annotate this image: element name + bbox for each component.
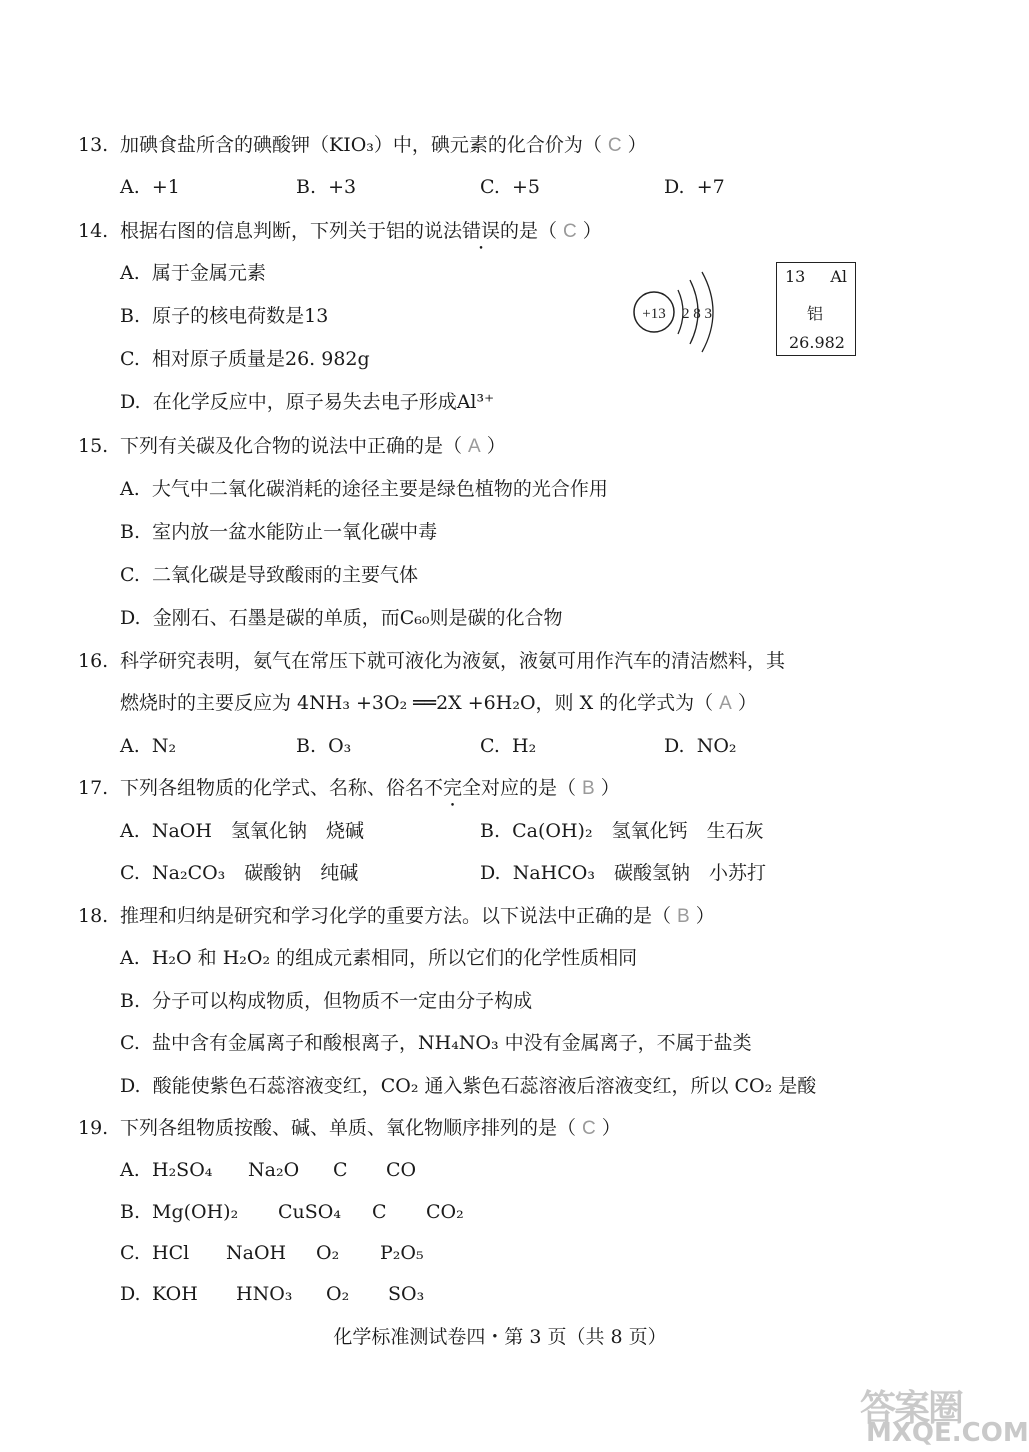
q17-option-a: A. NaOH 氢氧化钠 烧碱 <box>120 820 364 842</box>
q14-answer: C <box>563 221 577 242</box>
q19-stem: 下列各组物质按酸、碱、单质、氧化物顺序排列的是（ C ） <box>120 1117 621 1139</box>
q19-option-d-base: HNO₃ <box>236 1283 293 1305</box>
q19-option-b: B. <box>120 1201 141 1223</box>
q14-stem: 根据右图的信息判断，下列关于铝的说法错误的是（ C ） <box>120 220 602 242</box>
q14-option-d: D. 在化学反应中，原子易失去电子形成Al³⁺ <box>120 391 495 413</box>
q19-number: 19. <box>78 1117 109 1139</box>
element-name: 铝 <box>807 304 824 323</box>
q15-stem: 下列有关碳及化合物的说法中正确的是（ A ） <box>120 435 506 457</box>
q19-option-d-acid: KOH <box>152 1283 198 1305</box>
q17-emphasis: 不完全 <box>424 777 482 799</box>
q19-option-d-oxide: SO₃ <box>388 1283 425 1305</box>
nucleus-label: +13 <box>642 306 666 322</box>
q19-option-c-element: O₂ <box>316 1242 340 1264</box>
q19-option-c-acid: HCl <box>152 1242 190 1264</box>
q17-stem: 下列各组物质的化学式、名称、俗名不完全对应的是（ B ） <box>120 777 620 799</box>
q18-stem: 推理和归纳是研究和学习化学的重要方法。以下说法中正确的是（ B ） <box>120 905 715 927</box>
q13-stem: 加碘食盐所含的碘酸钾（KIO₃）中，碘元素的化合价为（ C ） <box>120 134 647 156</box>
q17-answer: B <box>582 778 595 799</box>
q19-option-b-base: CuSO₄ <box>278 1201 341 1223</box>
q15-option-c: C. 二氧化碳是导致酸雨的主要气体 <box>120 564 419 586</box>
q14-option-a: A. 属于金属元素 <box>120 262 266 284</box>
q18-option-b: B. 分子可以构成物质，但物质不一定由分子构成 <box>120 990 533 1012</box>
q16-option-b: B. O₃ <box>296 735 352 757</box>
q18-option-a: A. H₂O 和 H₂O₂ 的组成元素相同，所以它们的化学性质相同 <box>120 947 638 969</box>
q14-number: 14. <box>78 220 109 242</box>
q17-number: 17. <box>78 777 109 799</box>
q16-option-c: C. H₂ <box>480 735 537 757</box>
q13-answer: C <box>607 135 622 156</box>
q16-stem-line-2: 燃烧时的主要反应为 4NH₃ +3O₂ ══2X +6H₂O，则 X 的化学式为（ A ） <box>120 692 757 714</box>
q17-option-d: D. NaHCO₃ 碳酸氢钠 小苏打 <box>480 862 766 884</box>
periodic-table-cell-aluminum <box>776 262 856 356</box>
q19-option-b-element: C <box>372 1201 387 1223</box>
aluminum-atom-structure-diagram <box>630 262 730 362</box>
q16-number: 16. <box>78 650 109 672</box>
q19-option-a: A. <box>120 1159 140 1181</box>
q16-stem-line-1: 科学研究表明，氨气在常压下就可液化为液氨，液氨可用作汽车的清洁燃料，其 <box>120 650 786 672</box>
watermark-title: 答案圈 <box>860 1388 963 1429</box>
q14-emphasis: 错误 <box>462 220 501 242</box>
shell-electron-counts: 2 8 3 <box>682 306 712 322</box>
q17-option-c: C. Na₂CO₃ 碳酸钠 纯碱 <box>120 862 359 884</box>
q15-option-a: A. 大气中二氧化碳消耗的途径主要是绿色植物的光合作用 <box>120 478 608 500</box>
q19-option-c-oxide: P₂O₅ <box>380 1242 424 1264</box>
q17-option-b: B. Ca(OH)₂ 氢氧化钙 生石灰 <box>480 820 764 842</box>
q15-option-d: D. 金刚石、石墨是碳的单质，而C₆₀则是碳的化合物 <box>120 607 563 629</box>
q19-option-a-oxide: CO <box>386 1159 417 1181</box>
q15-option-b: B. 室内放一盆水能防止一氧化碳中毒 <box>120 521 438 543</box>
q16-option-a: A. N₂ <box>120 735 177 757</box>
q19-option-a-acid: H₂SO₄ <box>152 1159 213 1181</box>
q19-option-b-acid: Mg(OH)₂ <box>152 1201 239 1223</box>
q13-number: 13. <box>78 134 109 156</box>
q19-option-d-element: O₂ <box>326 1283 350 1305</box>
q19-option-b-oxide: CO₂ <box>426 1201 464 1223</box>
q13-option-b: B. +3 <box>296 176 357 198</box>
q13-option-a: A. +1 <box>120 176 180 198</box>
q19-option-c: C. <box>120 1242 140 1264</box>
q18-option-c: C. 盐中含有金属离子和酸根离子，NH₄NO₃ 中没有金属离子，不属于盐类 <box>120 1032 752 1054</box>
page-footer: 化学标准测试卷四・第 3 页（共 8 页） <box>333 1326 667 1348</box>
q19-option-c-base: NaOH <box>226 1242 287 1264</box>
q16-answer: A <box>719 693 732 714</box>
q18-answer: B <box>677 906 690 927</box>
q16-option-d: D. NO₂ <box>664 735 737 757</box>
atomic-number: 13 <box>785 267 806 286</box>
watermark-domain: MXQE.COM <box>866 1418 1029 1448</box>
q19-option-a-element: C <box>333 1159 348 1181</box>
q15-number: 15. <box>78 435 109 457</box>
q19-option-d: D. <box>120 1283 141 1305</box>
q14-option-b: B. 原子的核电荷数是13 <box>120 305 329 327</box>
q13-option-d: D. +7 <box>664 176 725 198</box>
q14-option-c: C. 相对原子质量是26. 982g <box>120 348 370 370</box>
q18-number: 18. <box>78 905 109 927</box>
element-symbol: Al <box>830 267 847 286</box>
q19-option-a-base: Na₂O <box>248 1159 300 1181</box>
q13-option-c: C. +5 <box>480 176 541 198</box>
q18-option-d: D. 酸能使紫色石蕊溶液变红，CO₂ 通入紫色石蕊溶液后溶液变红，所以 CO₂ 是酸 <box>120 1075 817 1097</box>
q15-answer: A <box>468 436 481 457</box>
watermark-logo <box>860 1380 1029 1450</box>
atomic-mass: 26.982 <box>789 333 845 352</box>
q19-answer: C <box>582 1118 596 1139</box>
